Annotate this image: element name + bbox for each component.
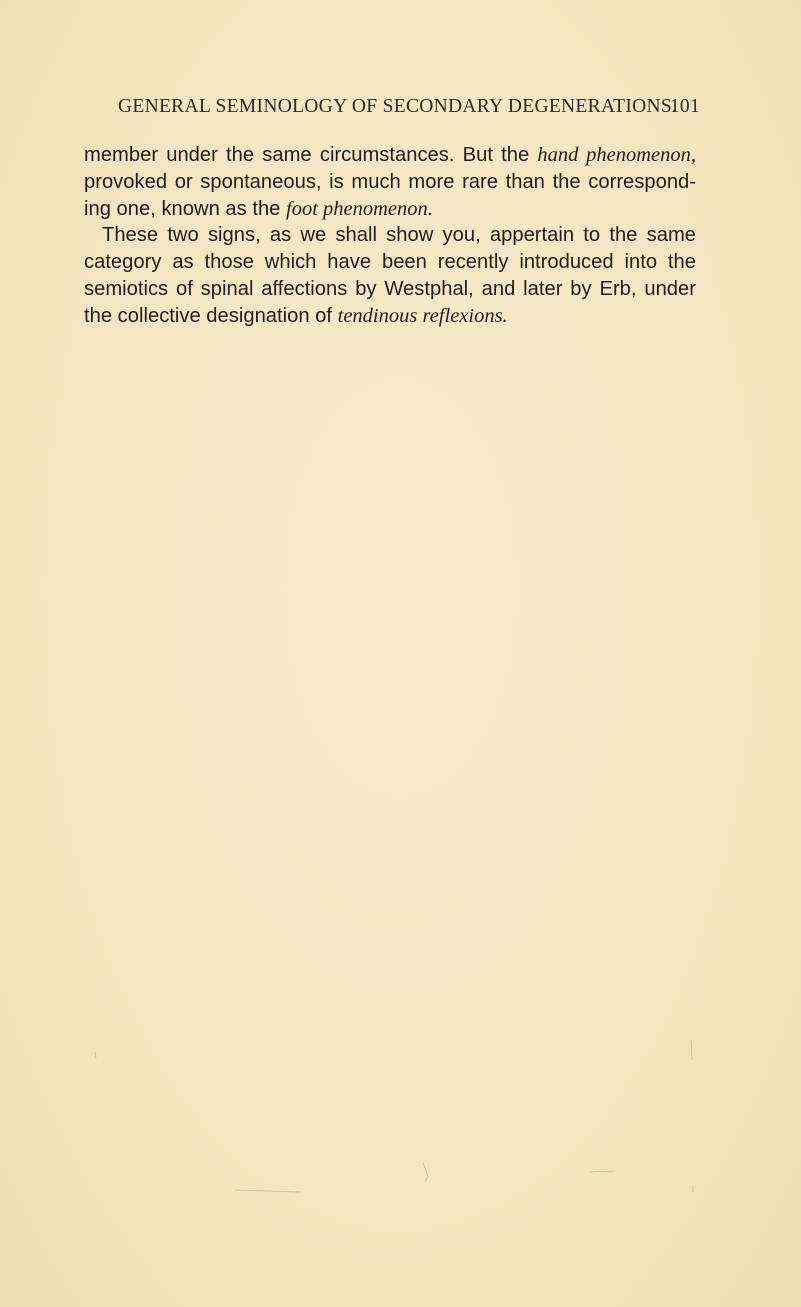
paragraph-2-text-a: These two signs, as we shall show you, appertain to the same category as those which have been recently introduced into the semiotics of spinal affections by Westphal, and later by Erb, under the collective designation of [84, 224, 696, 327]
hand-phenomenon-term: hand phenomenon, [537, 144, 696, 166]
body-text [84, 142, 696, 330]
paragraph-1-text-a: member under the same circumstances. But the [84, 144, 538, 166]
speck-mark [691, 1040, 692, 1060]
speck-mark [590, 1171, 615, 1172]
speck-group [95, 1040, 693, 1192]
speck-mark [95, 1052, 96, 1058]
paragraph-2 [84, 222, 696, 329]
page-number: 101 [669, 96, 700, 117]
running-head [110, 96, 700, 122]
running-title: GENERAL SEMINOLOGY OF SECONDARY DEGENERATIONS. [118, 96, 678, 117]
paragraph-1 [84, 142, 696, 222]
tendinous-reflexions-term: tendinous reflexions. [337, 304, 508, 327]
foot-phenomenon-term: foot phenomenon. [286, 197, 433, 220]
paragraph-1-text-b: provoked or spontaneous, is much more rare than the correspond- ing one, known as the [84, 170, 696, 220]
speck-mark [235, 1190, 300, 1192]
speck-mark [423, 1163, 428, 1182]
